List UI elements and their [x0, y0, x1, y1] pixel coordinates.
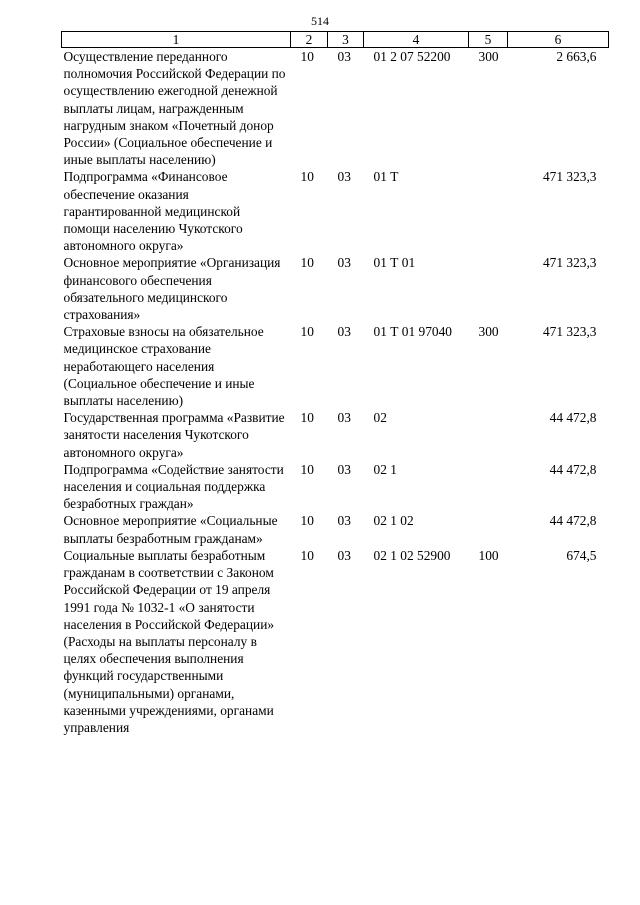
row-section: 10: [300, 49, 314, 64]
row-subsection: 03: [337, 410, 351, 426]
row-section: 10: [300, 410, 314, 426]
row-subsection: 03: [337, 324, 351, 340]
header-row: [62, 32, 609, 48]
row-subsection: 03: [337, 513, 351, 529]
table-row: [62, 512, 609, 546]
row-name: Государственная программа «Развитие занятости населения Чукотского автономного округа»: [63, 410, 285, 460]
row-section: 10: [300, 461, 314, 477]
row-target-code: 01 2 07 52200: [373, 49, 451, 64]
row-section: 10: [300, 255, 314, 271]
row-subsection: 03: [337, 49, 351, 64]
budget-table: [61, 31, 609, 736]
row-amount: 44 472,8: [549, 461, 597, 477]
row-subsection: 03: [337, 255, 351, 271]
row-name: Осуществление переданного полномочия Российской Федерации по осуществлению ежегодной денежной выплаты лицам, награжденным нагрудным знаком «Почетный донор России» (Социальное обеспечение и иные выплаты населению): [63, 49, 286, 168]
table-row: [62, 168, 609, 254]
row-subsection: 03: [337, 169, 351, 185]
table-row: [62, 254, 609, 323]
row-section: 10: [300, 513, 314, 529]
row-target-code: 02: [373, 410, 387, 426]
row-amount: 2 663,6: [556, 49, 597, 64]
row-target-code: 01 Т 01: [373, 255, 416, 271]
table-row: [62, 461, 609, 513]
row-section: 10: [300, 547, 314, 563]
row-name: Подпрограмма «Содействие занятости населения и социальная поддержка безработных граждан»: [63, 461, 284, 512]
row-amount: 44 472,8: [549, 410, 597, 426]
row-expense-type: [469, 461, 508, 513]
row-target-code: 02 1 02 52900: [373, 547, 451, 563]
row-name: Страховые взносы на обязательное медицинское страхование неработающего населения (Социальное обеспечение и иные выплаты населению): [63, 324, 264, 409]
row-expense-type: [469, 168, 508, 254]
row-expense-type: [469, 512, 508, 546]
row-name: Основное мероприятие «Социальные выплаты безработным гражданам»: [63, 513, 278, 546]
table-row: [62, 48, 609, 169]
column-header-1: 1: [62, 32, 291, 48]
row-expense-type: [469, 409, 508, 461]
column-header-6: 6: [508, 32, 609, 48]
table-row: [62, 323, 609, 409]
table-row: [62, 547, 609, 736]
row-name: Социальные выплаты безработным гражданам в соответствии с Законом Российской Федерации от 19 апреля 1991 года № 1032-1 «О занятости населения в Российской Федерации» (Расходы на выплаты персоналу в целях обеспечения выполнения функций государственными (муниципальными) органами, казенными учреждениями, органами управления: [63, 547, 275, 735]
table-header: [62, 32, 609, 48]
row-target-code: 02 1: [373, 461, 397, 477]
page-number: 514: [311, 14, 329, 28]
row-expense-type: [469, 254, 508, 323]
row-expense-type: 300: [478, 324, 499, 340]
row-expense-type: 100: [478, 547, 499, 563]
row-amount: 471 323,3: [542, 169, 597, 185]
row-subsection: 03: [337, 461, 351, 477]
row-target-code: 01 Т: [373, 169, 399, 185]
row-amount: 44 472,8: [549, 513, 597, 529]
column-header-5: 5: [469, 32, 508, 48]
row-amount: 471 323,3: [542, 255, 597, 271]
table-body: [62, 48, 609, 737]
row-target-code: 01 Т 01 97040: [373, 324, 452, 340]
row-name: Основное мероприятие «Организация финансового обеспечения обязательного медицинского страхования»: [63, 255, 281, 323]
row-amount: 471 323,3: [542, 324, 597, 340]
row-subsection: 03: [337, 547, 351, 563]
row-section: 10: [300, 324, 314, 340]
column-header-4: 4: [364, 32, 469, 48]
row-section: 10: [300, 169, 314, 185]
table-row: [62, 409, 609, 461]
column-header-2: 2: [291, 32, 328, 48]
column-header-3: 3: [328, 32, 364, 48]
row-amount: 674,5: [566, 547, 597, 563]
row-target-code: 02 1 02: [373, 513, 414, 529]
row-expense-type: 300: [478, 49, 499, 64]
row-name: Подпрограмма «Финансовое обеспечение оказания гарантированной медицинской помощи населению Чукотского автономного округа»: [63, 169, 243, 254]
